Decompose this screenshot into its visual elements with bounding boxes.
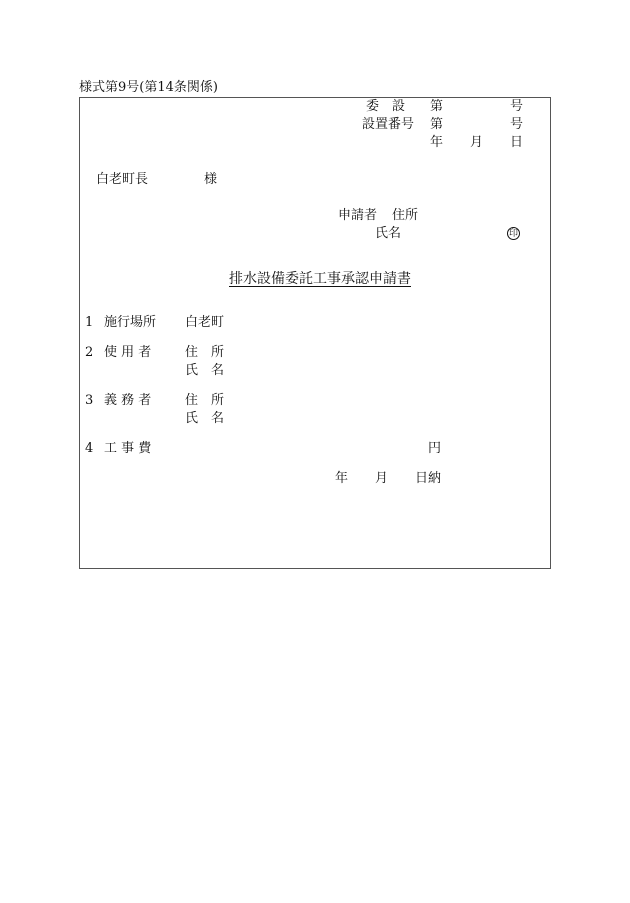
item4-label: 工 事 費	[104, 441, 152, 456]
item3-number: 3	[85, 393, 94, 408]
item3-label: 義 務 者	[104, 393, 152, 408]
seal-mark: 印	[508, 229, 518, 239]
installation-go: 号	[510, 117, 524, 132]
item2-address-label: 住 所	[185, 345, 225, 360]
item2-number: 2	[85, 345, 94, 360]
item3-address-label: 住 所	[185, 393, 225, 408]
date-month: 月	[470, 135, 484, 150]
item4-unit: 円	[428, 441, 442, 456]
addressee-honorific: 様	[204, 172, 218, 187]
item4-number: 4	[85, 441, 94, 456]
addressee-name: 白老町長	[96, 172, 149, 187]
item1-value: 白老町	[185, 315, 225, 330]
commission-label: 委 設	[366, 99, 406, 114]
item2-label: 使 用 者	[104, 345, 152, 360]
applicant-label: 申請者	[338, 208, 378, 223]
form-number-label: 様式第9号(第14条関係)	[79, 80, 218, 95]
payment-month: 月	[375, 471, 389, 486]
document-title: 排水設備委託工事承認申請書	[229, 271, 411, 287]
date-year: 年	[430, 135, 444, 150]
commission-dai: 第	[430, 99, 444, 114]
applicant-name-label: 氏名	[375, 226, 402, 241]
commission-go: 号	[510, 99, 524, 114]
payment-year: 年	[335, 471, 349, 486]
applicant-address-label: 住所	[392, 208, 419, 223]
item2-name-label: 氏 名	[185, 363, 225, 378]
date-day: 日	[510, 135, 524, 150]
item3-name-label: 氏 名	[185, 411, 225, 426]
form-box	[79, 97, 551, 569]
item1-number: 1	[85, 315, 94, 330]
item1-label: 施行場所	[104, 315, 157, 330]
payment-day-paid: 日納	[415, 471, 442, 486]
installation-number-label: 設置番号	[362, 117, 415, 132]
installation-dai: 第	[430, 117, 444, 132]
